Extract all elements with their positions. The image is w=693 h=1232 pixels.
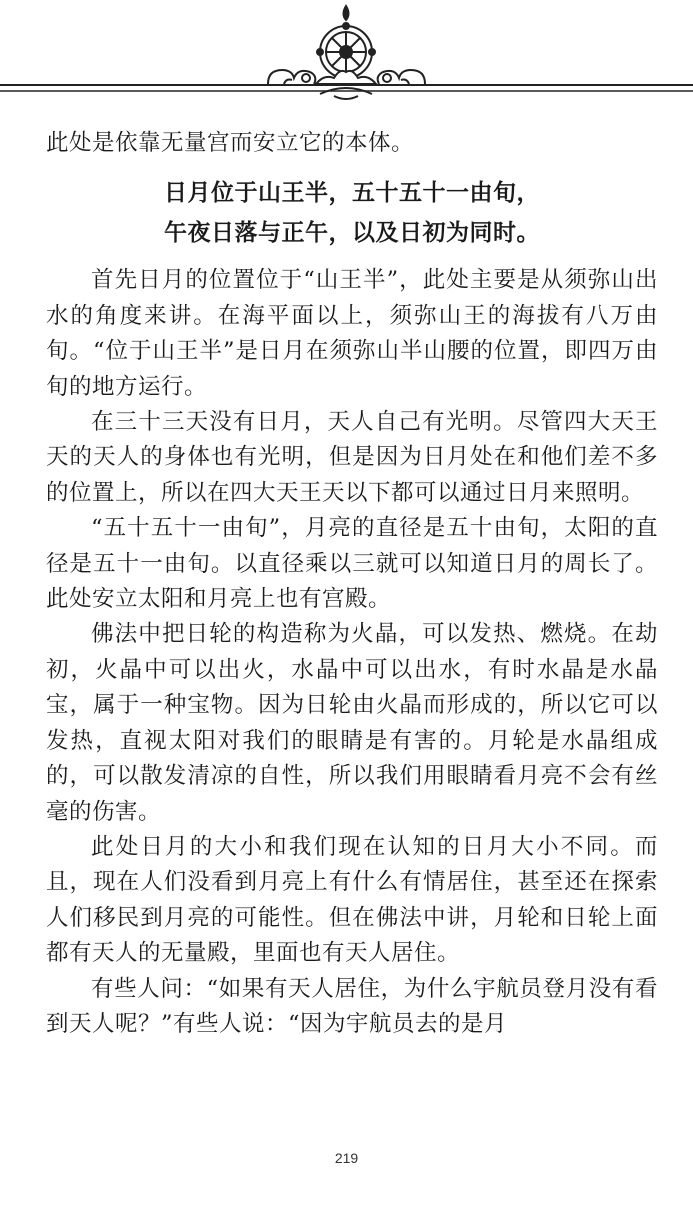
paragraph-2: 在三十三天没有日月，天人自己有光明。尽管四大天王天的天人的身体也有光明，但是因为日月处在和他们差不多的位置上，所以在四大天王天以下都可以通过日月来照明。: [46, 409, 658, 506]
paragraph-1: 首先日月的位置位于“山王半”，此处主要是从须弥山出水的角度来讲。在海平面以上，须弥山王的海拔有八万由旬。“位于山王半”是日月在须弥山半山腰的位置，即四万由旬的地方运行。: [46, 267, 658, 400]
verse-line-1: 日月位于山王半，五十五十一由旬，: [164, 180, 540, 207]
paragraph-4: 佛法中把日轮的构造称为火晶，可以发热、燃烧。在劫初，火晶中可以出火，水晶中可以出水，有时水晶是水晶宝，属于一种宝物。因为日轮由火晶而形成的，所以它可以发热，直视太阳对我们的眼睛是有害的。月轮是水晶组成的，可以散发清凉的自性，所以我们用眼睛看月亮不会有丝毫的伤害。: [46, 621, 658, 825]
left-cloud-icon: [268, 70, 315, 84]
dharma-wheel-header-ornament: [0, 0, 693, 115]
right-cloud-icon: [378, 70, 425, 84]
intro-line: 此处是依靠无量宫而安立它的本体。: [46, 130, 415, 156]
paragraph-3: “五十五十一由旬”，月亮的直径是五十由旬，太阳的直径是五十一由旬。以直径乘以三就可以知道日月的周长了。此处安立太阳和月亮上也有宫殿。: [46, 515, 658, 613]
paragraph-5: 此处日月的大小和我们现在认知的日月大小不同。而且，现在人们没看到月亮上有什么有情居住，甚至还在探索人们移民到月亮的可能性。但在佛法中讲，月轮和日轮上面都有天人的无量殿，里面也有天人居住。: [46, 833, 658, 967]
paragraph-6: 有些人问：“如果有天人居住，为什么宇航员登月没有看到天人呢？”有些人说：“因为宇航员去的是月: [46, 975, 658, 1037]
page-number: 219: [334, 1150, 359, 1166]
page-body: [46, 126, 658, 1042]
verse-line-2: 午夜日落与正午，以及日初为同时。: [164, 220, 540, 247]
verse-block: [46, 173, 658, 253]
